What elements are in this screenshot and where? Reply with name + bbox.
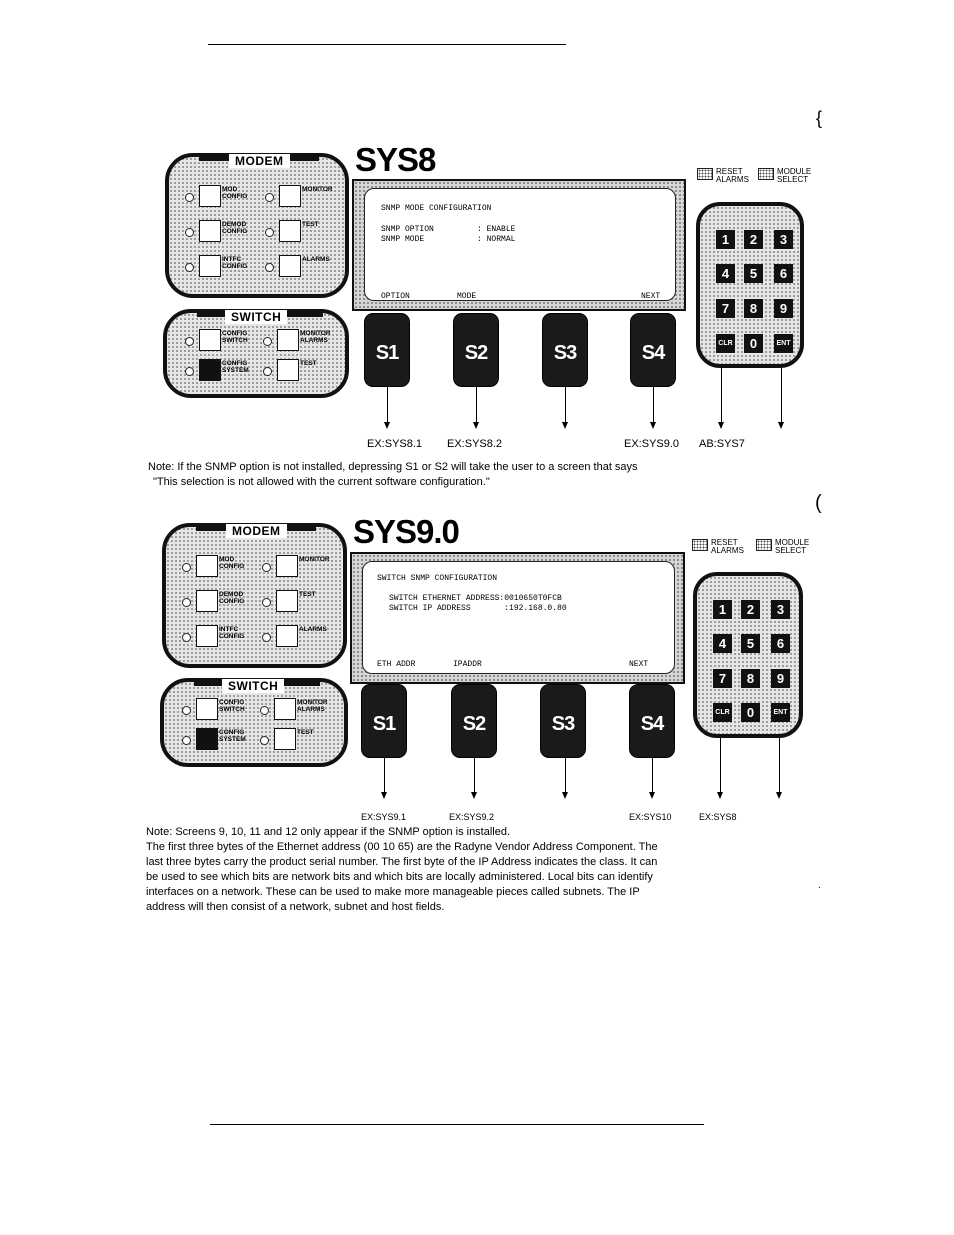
led [263, 337, 272, 346]
softkey-label: S2 [462, 713, 486, 735]
key-label: TEST [297, 729, 314, 736]
sys8-note-line-1: Note: If the SNMP option is not installed, depressing S1 or S2 will take the user to a screen that says [148, 461, 638, 473]
key-0[interactable]: 0 [744, 334, 763, 353]
led [182, 736, 191, 745]
intfc-config-button[interactable] [196, 625, 218, 647]
arrowhead [776, 792, 782, 799]
key-label: INTFC CONFIG [222, 256, 248, 270]
led [185, 337, 194, 346]
led [262, 633, 271, 642]
sys8-keypad [696, 202, 804, 368]
led [182, 563, 191, 572]
arrowhead [384, 422, 390, 429]
switch-test-button[interactable] [274, 728, 296, 750]
arrowhead [381, 792, 387, 799]
arrowhead [471, 792, 477, 799]
softkey-s3[interactable] [540, 684, 586, 758]
key-label: MONITOR [299, 556, 330, 563]
key-clr[interactable]: CLR [716, 334, 735, 353]
lcd-line-2: SNMP OPTION : ENABLE [381, 225, 516, 234]
arrow-s2 [474, 758, 475, 793]
sys9-note-line-5: interfaces on a network. These can be used to make more manageable pieces called subnets. The IP [146, 886, 640, 898]
sys9-screen-title: SYS9.0 [353, 513, 459, 550]
arrowhead [650, 422, 656, 429]
key-label: CONFIG SYSTEM [222, 360, 249, 374]
arrow-ent [781, 368, 782, 423]
sys9-target-s4: EX:SYS10 [629, 812, 672, 822]
softkey-s2[interactable] [451, 684, 497, 758]
led [182, 598, 191, 607]
softkey-s4[interactable] [629, 684, 675, 758]
sys8-switch-panel [163, 309, 349, 398]
sys9-modem-panel [162, 523, 347, 668]
key-label: INTFC CONFIG [219, 626, 245, 640]
sys8-switch-title: SWITCH [225, 310, 287, 324]
led [185, 263, 194, 272]
arrow-s4 [652, 758, 653, 793]
key-label: CONFIG SWITCH [219, 699, 245, 713]
sys9-keypad [693, 572, 803, 738]
led [262, 598, 271, 607]
module-select-label: MODULE SELECT [777, 167, 812, 184]
arrowhead [717, 792, 723, 799]
sys8-target-s2: EX:SYS8.2 [447, 438, 503, 450]
key-label: MONITOR ALARMS [297, 699, 328, 713]
test-button[interactable] [276, 590, 298, 612]
switch-test-button[interactable] [277, 359, 299, 381]
key-label: TEST [300, 360, 317, 367]
key-label: DEMOD CONFIG [219, 591, 245, 605]
margin-mark-1: { [816, 108, 823, 128]
lcd-line-2: SWITCH ETHERNET ADDRESS:0010650T0FCB [389, 594, 562, 603]
key-5[interactable]: 5 [744, 264, 763, 283]
arrowhead [562, 792, 568, 799]
bottom-rule [210, 1124, 704, 1125]
top-rule [208, 44, 566, 45]
key-label: MOD CONFIG [219, 556, 245, 570]
key-label: ALARMS [299, 626, 327, 633]
key-7[interactable]: 7 [716, 299, 735, 318]
config-system-button[interactable] [199, 359, 221, 381]
arrow-s3 [565, 758, 566, 793]
reset-alarms-label: RESET ALARMS [716, 167, 749, 184]
led [182, 706, 191, 715]
key-3[interactable]: 3 [771, 600, 790, 619]
config-switch-button[interactable] [196, 698, 218, 720]
lcd-line-3: SWITCH IP ADDRESS :192.168.0.80 [389, 604, 567, 613]
test-button[interactable] [279, 220, 301, 242]
key-ent[interactable]: ENT [771, 703, 790, 722]
led [185, 193, 194, 202]
led [182, 633, 191, 642]
reset-alarms-switch[interactable] [697, 168, 713, 180]
key-4[interactable]: 4 [713, 634, 732, 653]
softkey-s4[interactable] [630, 313, 676, 387]
intfc-config-button[interactable] [199, 255, 221, 277]
lcd-line-1: SNMP MODE CONFIGURATION [381, 204, 492, 213]
arrowhead [562, 422, 568, 429]
key-8[interactable]: 8 [744, 299, 763, 318]
sys8-lcd-frame [352, 179, 686, 311]
sys9-note-line-4: be used to see which bits are network bits and which bits are locally administered. Local bits can identify [146, 871, 653, 883]
sys9-note-line-2: The first three bytes of the Ethernet address (00 10 65) are the Radyne Vendor Address Component. The [146, 841, 658, 853]
key-label: MONITOR [302, 186, 333, 193]
lcd-softkey-2-label: IPADDR [453, 660, 482, 669]
sys9-target-s2: EX:SYS9.2 [449, 812, 495, 822]
sys9-note-line-3: last three bytes carry the product serial number. The first byte of the IP Address indicates the class. It can [146, 856, 658, 868]
alarms-button[interactable] [276, 625, 298, 647]
mod-config-button[interactable] [199, 185, 221, 207]
sys8-modem-panel [165, 153, 349, 298]
config-switch-button[interactable] [199, 329, 221, 351]
led [185, 228, 194, 237]
key-4[interactable]: 4 [716, 264, 735, 283]
arrowhead [778, 422, 784, 429]
arrow-clr [720, 738, 721, 793]
sys9-target-s1: EX:SYS9.1 [361, 812, 407, 822]
margin-mark-3: . [818, 880, 821, 891]
lcd-softkey-1-label: ETH ADDR [377, 660, 416, 669]
key-0[interactable]: 0 [741, 703, 760, 722]
lcd-line-3: SNMP MODE : NORMAL [381, 235, 516, 244]
key-label: TEST [299, 591, 316, 598]
alarms-button[interactable] [279, 255, 301, 277]
sys8-target-s1: EX:SYS8.1 [367, 438, 423, 450]
sys9-switch-panel [160, 678, 348, 767]
arrow-s1 [384, 758, 385, 793]
module-select-switch[interactable] [756, 539, 772, 551]
led [265, 193, 274, 202]
key-clr[interactable]: CLR [713, 703, 732, 722]
key-label: DEMOD CONFIG [222, 221, 248, 235]
led [263, 367, 272, 376]
sys8-screen-title: SYS8 [355, 141, 436, 178]
lcd-softkey-2-label: MODE [457, 292, 477, 301]
key-label: MOD CONFIG [222, 186, 248, 200]
config-system-button[interactable] [196, 728, 218, 750]
sys8-modem-title: MODEM [229, 154, 290, 168]
key-7[interactable]: 7 [713, 669, 732, 688]
reset-alarms-switch[interactable] [692, 539, 708, 551]
sys9-lcd-screen [362, 561, 675, 674]
key-ent[interactable]: ENT [774, 334, 793, 353]
module-select-switch[interactable] [758, 168, 774, 180]
lcd-softkey-4-label: NEXT [641, 292, 661, 301]
lcd-softkey-4-label: NEXT [629, 660, 649, 669]
softkey-s2[interactable] [453, 313, 499, 387]
key-9[interactable]: 9 [771, 669, 790, 688]
sys9-note-line-1: Note: Screens 9, 10, 11 and 12 only appear if the SNMP option is installed. [146, 826, 511, 838]
monitor-button[interactable] [279, 185, 301, 207]
lcd-softkey-1-label: OPTION [381, 292, 410, 301]
lcd-line-1: SWITCH SNMP CONFIGURATION [377, 574, 498, 583]
key-3[interactable]: 3 [774, 230, 793, 249]
key-6[interactable]: 6 [771, 634, 790, 653]
arrowhead [473, 422, 479, 429]
arrow-clr [721, 368, 722, 423]
sys9-target-clr: EX:SYS8 [699, 812, 737, 822]
led [185, 367, 194, 376]
led [260, 706, 269, 715]
sys9-switch-title: SWITCH [222, 679, 284, 693]
arrow-s1 [387, 387, 388, 423]
margin-mark-2: ( [815, 492, 822, 514]
softkey-label: S4 [641, 342, 665, 364]
arrow-ent [779, 738, 780, 793]
monitor-alarms-button[interactable] [277, 329, 299, 351]
arrow-s3 [565, 387, 566, 423]
module-select-label: MODULE SELECT [775, 538, 810, 555]
arrowhead [649, 792, 655, 799]
arrow-s4 [653, 387, 654, 423]
key-8[interactable]: 8 [741, 669, 760, 688]
softkey-label: S4 [640, 713, 664, 735]
softkey-label: S2 [464, 342, 488, 364]
sys9-lcd-frame [350, 552, 685, 684]
softkey-label: S1 [372, 713, 396, 735]
key-1[interactable]: 1 [716, 230, 735, 249]
key-5[interactable]: 5 [741, 634, 760, 653]
monitor-button[interactable] [276, 555, 298, 577]
key-1[interactable]: 1 [713, 600, 732, 619]
softkey-label: S3 [551, 713, 575, 735]
demod-config-button[interactable] [196, 590, 218, 612]
softkey-s1[interactable] [361, 684, 407, 758]
sys8-target-s4: EX:SYS9.0 [624, 438, 680, 450]
key-2[interactable]: 2 [744, 230, 763, 249]
key-label: CONFIG SYSTEM [219, 729, 246, 743]
key-6[interactable]: 6 [774, 264, 793, 283]
monitor-alarms-button[interactable] [274, 698, 296, 720]
led [260, 736, 269, 745]
led [262, 563, 271, 572]
softkey-label: S1 [375, 342, 399, 364]
reset-alarms-label: RESET ALARMS [711, 538, 744, 555]
softkey-label: S3 [553, 342, 577, 364]
sys9-modem-title: MODEM [226, 524, 287, 538]
demod-config-button[interactable] [199, 220, 221, 242]
sys8-note-line-2: "This selection is not allowed with the current software configuration." [153, 476, 490, 488]
key-label: MONITOR ALARMS [300, 330, 331, 344]
arrow-s2 [476, 387, 477, 423]
sys8-lcd-screen [364, 188, 676, 301]
key-label: TEST [302, 221, 319, 228]
sys9-note-line-6: address will then consist of a network, subnet and host fields. [146, 901, 445, 913]
softkey-s1[interactable] [364, 313, 410, 387]
mod-config-button[interactable] [196, 555, 218, 577]
led [265, 228, 274, 237]
sys8-target-clr: AB:SYS7 [699, 438, 745, 450]
arrowhead [718, 422, 724, 429]
key-9[interactable]: 9 [774, 299, 793, 318]
softkey-s3[interactable] [542, 313, 588, 387]
key-label: CONFIG SWITCH [222, 330, 248, 344]
key-label: ALARMS [302, 256, 330, 263]
led [265, 263, 274, 272]
key-2[interactable]: 2 [741, 600, 760, 619]
